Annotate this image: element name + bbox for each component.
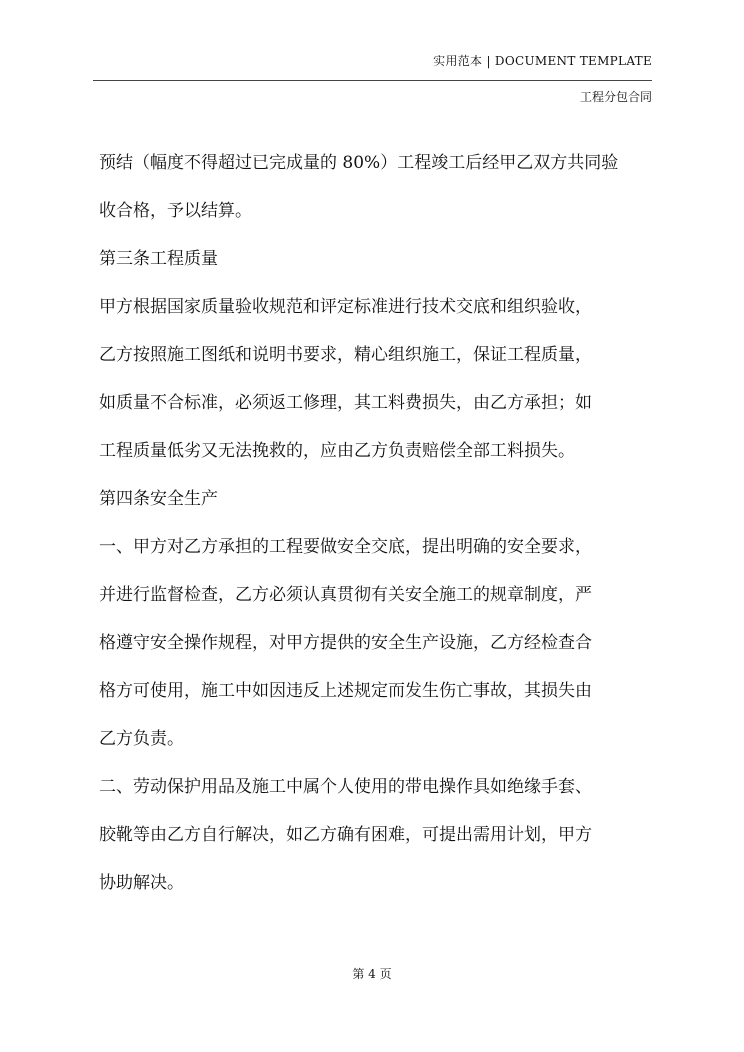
paragraph-settlement: 预结（幅度不得超过已完成量的 80%）工程竣工后经甲乙双方共同验 收合格，予以结算。 xyxy=(99,153,619,221)
header-divider xyxy=(93,80,652,81)
paragraph-quality: 甲方根据国家质量验收规范和评定标准进行技术交底和组织验收， 乙方按照施工图纸和说明书要求，精心组织施工，保证工程质量， 如质量不合标准，必须返工修理，其工料费损失，由乙方承担；如 工程质量低劣又无法挽救的，应由乙方负责赔偿全部工料损失。 xyxy=(99,297,592,461)
heading-article-4-safety: 第四条安全生产 xyxy=(99,489,218,509)
document-title: 工程分包合同 xyxy=(579,90,652,104)
paragraph-safety-2: 二、劳动保护用品及施工中属个人使用的带电操作具如绝缘手套、 胶靴等由乙方自行解决，如乙方确有困难，可提出需用计划，甲方 协助解决。 xyxy=(99,777,592,893)
document-body xyxy=(99,139,659,907)
heading-article-3-quality: 第三条工程质量 xyxy=(99,249,218,269)
header-template-label: 实用范本 | DOCUMENT TEMPLATE xyxy=(433,54,652,68)
page-number: 第 4 页 xyxy=(352,967,392,981)
paragraph-safety-1: 一、甲方对乙方承担的工程要做安全交底，提出明确的安全要求， 并进行监督检查，乙方必须认真贯彻有关安全施工的规章制度，严 格遵守安全操作规程，对甲方提供的安全生产设施，乙方经检查合 格方可使用，施工中如因违反上述规定而发生伤亡事故，其损失由 乙方负责。 xyxy=(99,537,592,749)
